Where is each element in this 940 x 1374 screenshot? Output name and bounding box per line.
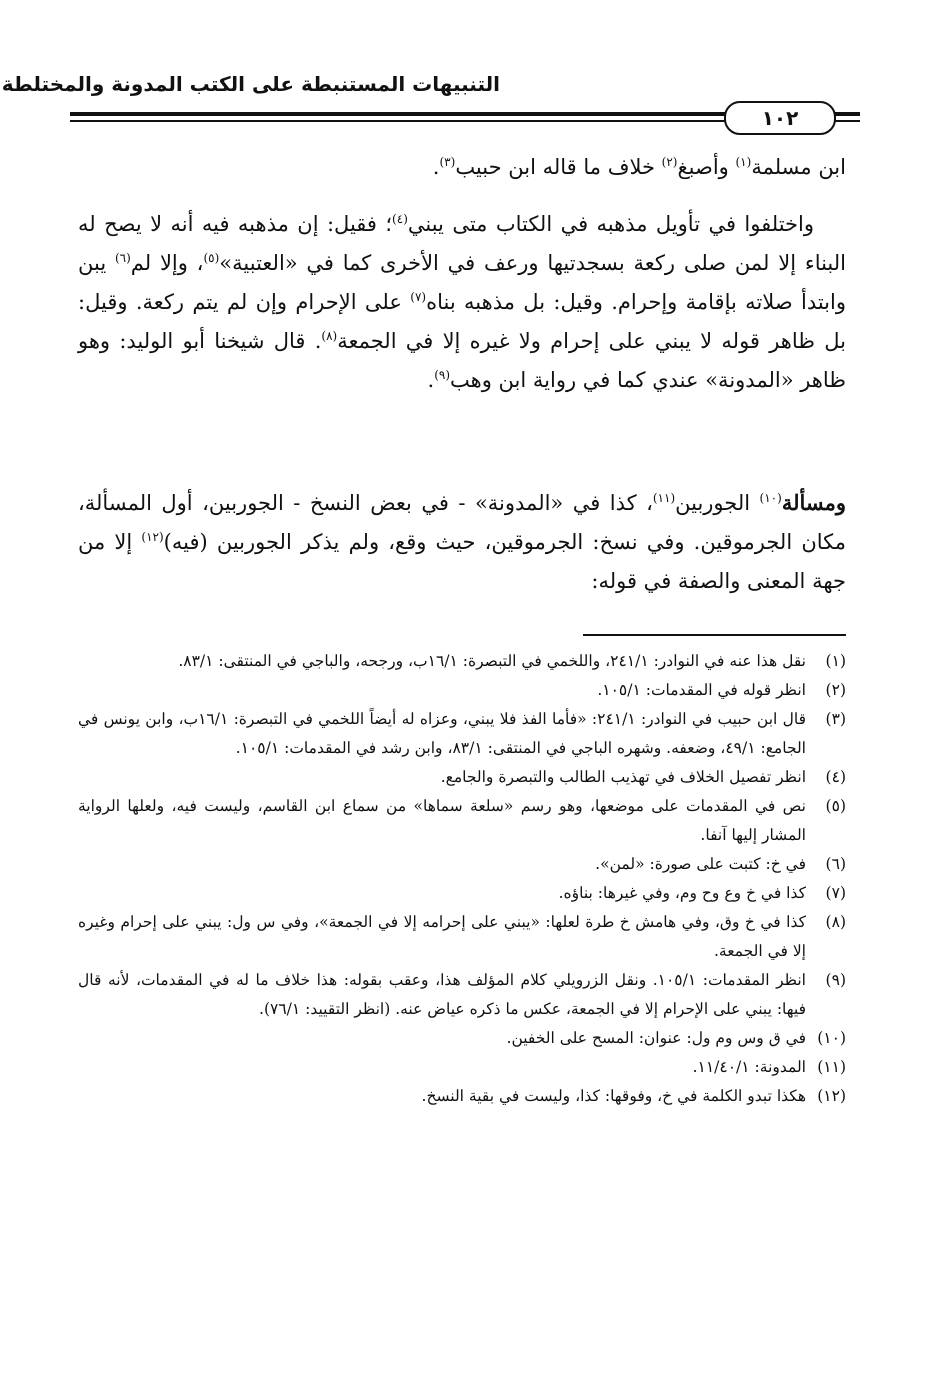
footnote-text: المدونة: ١١/٤٠/١. xyxy=(692,1058,806,1076)
footnote xyxy=(78,1053,846,1082)
footnote-number: (٣) xyxy=(825,710,846,728)
footnote xyxy=(78,1082,846,1111)
footnote-ref: (٥) xyxy=(203,251,220,265)
text-run: إلا من جهة المعنى والصفة في قوله: xyxy=(78,530,846,593)
paragraph-2 xyxy=(78,205,846,400)
text-run: . xyxy=(427,368,435,392)
lead-word: ومسألة xyxy=(781,490,846,515)
footnote-ref: (١١) xyxy=(652,491,676,505)
footnote-separator xyxy=(583,634,846,636)
footnote xyxy=(78,647,846,676)
text-run: . قال شيخنا أبو الوليد: وهو ظاهر «المدونة» عندي كما في رواية ابن وهب xyxy=(78,329,846,392)
footnote xyxy=(78,705,846,763)
footnote-text: كذا في خ وق، وفي هامش خ طرة لعلها: «يبني على إحرامه إلا في الجمعة»، وفي س ول: يبني على إحرام وغيره إلا في الجمعة. xyxy=(78,913,806,960)
main-text-p1 xyxy=(78,148,846,187)
page-number: ١٠٢ xyxy=(724,101,836,135)
footnote xyxy=(78,763,846,792)
text-run: ابن مسلمة xyxy=(751,155,846,179)
running-header-title: التنبيهات المستنبطة على الكتب المدونة والمختلطة xyxy=(1,72,500,96)
footnote-text: في ق وس وم ول: عنوان: المسح على الخفين. xyxy=(506,1029,806,1047)
footnote xyxy=(78,879,846,908)
footnote-text: نص في المقدمات على موضعها، وهو رسم «سلعة سماها» من سماع ابن القاسم، وليست فيه، ولعلها الرواية المشار إليها آنفا. xyxy=(78,797,806,844)
footnote-ref: (٩) xyxy=(434,368,451,382)
footnote-number: (١١) xyxy=(817,1058,846,1076)
footnote-ref: (٣) xyxy=(439,155,456,169)
footnote-text: نقل هذا عنه في النوادر: ٢٤١/١، واللخمي في التبصرة: ١٦/١ب، ورجحه، والباجي في المنتقى: ٨٣/١. xyxy=(178,652,806,670)
footnote-ref: (١٢) xyxy=(141,530,164,544)
footnote-ref: (٨) xyxy=(321,329,338,343)
footnote-ref: (١٠) xyxy=(759,491,782,505)
paragraph-3 xyxy=(78,483,846,601)
footnote-number: (١٠) xyxy=(817,1029,846,1047)
footnote-text: انظر قوله في المقدمات: ١٠٥/١. xyxy=(597,681,806,699)
text-run: يبن وابتدأ صلاته بإقامة وإحرام. وقيل: بل مذهبه بناه xyxy=(78,251,847,314)
footnote xyxy=(78,966,846,1024)
footnote-ref: (١) xyxy=(735,155,752,169)
footnote xyxy=(78,850,846,879)
footnote-number: (٧) xyxy=(825,884,846,902)
footnote-text: انظر المقدمات: ١٠٥/١. ونقل الزرويلي كلام المؤلف هذا، وعقب بقوله: هذا خلاف ما له في المقدمات، لأنه قال فيها: يبني على الإحرام إلا في الجمعة، عكس ما ذكره عياض عنه. (انظر التقييد: ٧٦/١). xyxy=(78,971,806,1018)
footnote xyxy=(78,1024,846,1053)
footnotes xyxy=(78,647,846,1111)
text-run: . xyxy=(432,155,440,179)
footnote-number: (٩) xyxy=(825,971,846,989)
footnote-text: انظر تفصيل الخلاف في تهذيب الطالب والتبصرة والجامع. xyxy=(440,768,806,786)
footnote xyxy=(78,908,846,966)
text-run: ، كذا في «المدونة» - في بعض النسخ - الجوربين، أول المسألة، مكان الجرموقين. وفي نسخ: الجرموقين، حيث وقع، ولم يذكر الجوربين (فيه) xyxy=(78,491,846,554)
footnote-text: هكذا تبدو الكلمة في خ، وفوقها: كذا، وليست في بقية النسخ. xyxy=(421,1087,806,1105)
text-run: خلاف ما قاله ابن حبيب xyxy=(455,155,662,179)
text-run: ، وإلا لم xyxy=(130,251,204,275)
footnote-number: (١٢) xyxy=(817,1087,846,1105)
main-text-p2 xyxy=(78,205,846,400)
footnote-number: (٨) xyxy=(825,913,846,931)
text-run: ؛ فقيل: إن مذهبه فيه أنه لا يصح له البناء إلا لمن صلى ركعة بسجدتيها ورعف في الأخرى كما في «العتبية» xyxy=(78,212,846,275)
footnote-text: في خ: كتبت على صورة: «لمن». xyxy=(595,855,806,873)
footnote-ref: (٢) xyxy=(661,155,678,169)
main-text-p3 xyxy=(78,483,846,601)
footnote-number: (١) xyxy=(825,652,846,670)
text-run: واختلفوا في تأويل مذهبه في الكتاب متى يبني xyxy=(407,212,814,236)
text-run: على الإحرام وإن لم يتم ركعة. وقيل: بل ظاهر قوله لا يبني على إحرام ولا غيره إلا في الجمعة xyxy=(78,290,846,353)
footnote xyxy=(78,792,846,850)
text-run: وأصبغ xyxy=(677,155,736,179)
footnote-ref: (٧) xyxy=(410,290,427,304)
footnote-ref: (٦) xyxy=(114,251,131,265)
footnote-number: (٦) xyxy=(825,855,846,873)
paragraph-1 xyxy=(78,148,846,187)
footnote-ref: (٤) xyxy=(392,212,408,226)
footnote-number: (٤) xyxy=(825,768,846,786)
text-run: الجوربين xyxy=(675,491,760,515)
footnote-number: (٥) xyxy=(825,797,846,815)
footnote-number: (٢) xyxy=(825,681,846,699)
footnote xyxy=(78,676,846,705)
footnote-text: كذا في خ وع وح وم، وفي غيرها: بناؤه. xyxy=(558,884,806,902)
footnote-text: قال ابن حبيب في النوادر: ٢٤١/١: «فأما الفذ فلا يبني، وعزاه له أيضاً اللخمي في التبصرة: ١٦/١ب، وابن يونس في الجامع: ٤٩/١، وضعفه. وشهره الباجي في المنتقى: ٨٣/١، وابن رشد في المقدمات: ١٠٥/١. xyxy=(78,710,806,757)
